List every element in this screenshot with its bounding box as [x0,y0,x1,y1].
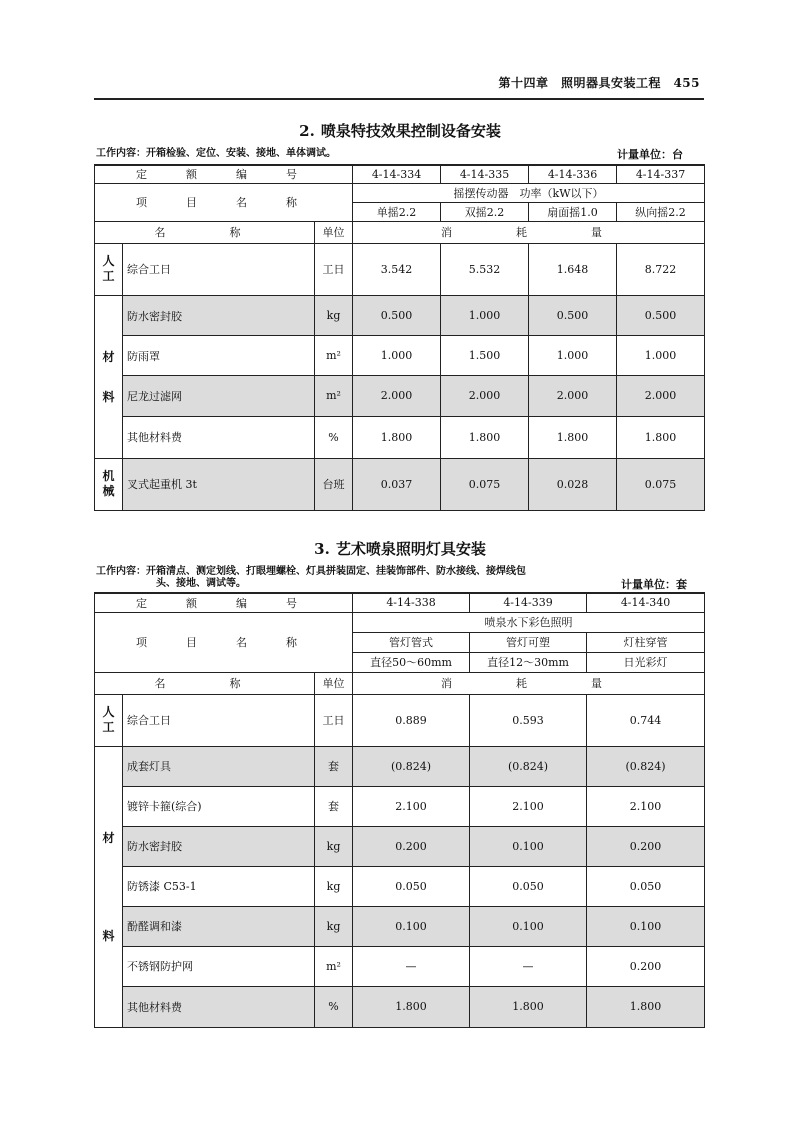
sub-item: 管灯可塑 [470,632,587,652]
material-cat-bottom: 料 [102,928,115,943]
row-name: 叉式起重机 3t [123,458,315,510]
section2-title-text: 喷泉特技效果控制设备安装 [320,122,501,140]
quota-code: 4-14-337 [617,165,705,183]
section2-title-num: 2. [299,122,315,140]
row-value: 0.100 [353,906,470,946]
section3-title-text: 艺术喷泉照明灯具安装 [335,540,486,558]
row-unit: kg [315,906,353,946]
row-name: 成套灯具 [123,746,315,786]
item-name-label: 项 目 名 称 [95,183,353,221]
row-unit: 套 [315,786,353,826]
row-value: 1.000 [617,336,705,376]
row-value: 2.000 [353,376,441,416]
page-header [94,74,704,100]
quota-code: 4-14-334 [353,165,441,183]
material-category [95,746,123,1027]
row-unit: % [315,986,353,1027]
row-value: 1.800 [617,416,705,458]
row-unit: m² [315,946,353,986]
sub-item-spec: 日光彩灯 [587,652,705,672]
row-name: 镀锌卡箍(综合) [123,786,315,826]
section3-title-num: 3. [314,540,330,558]
name-column-header: 名 称 [95,221,315,243]
row-name: 尼龙过滤网 [123,376,315,416]
section3-unit: 计量单位：套 [621,578,687,591]
material-cat-top: 材 [102,830,115,845]
section3-work-content [96,566,526,590]
row-value: 0.200 [587,826,705,866]
row-value: 0.889 [353,694,470,746]
group-header: 喷泉水下彩色照明 [353,612,705,632]
row-name: 综合工日 [123,694,315,746]
row-value: 0.500 [617,296,705,336]
row-value: 0.200 [587,946,705,986]
row-unit: kg [315,826,353,866]
consumption-header: 消 耗 量 [353,221,705,243]
row-value: 0.100 [470,826,587,866]
sub-item: 灯柱穿管 [587,632,705,652]
sub-item: 单摇2.2 [353,202,441,221]
row-value: 0.200 [353,826,470,866]
row-name: 不锈钢防护网 [123,946,315,986]
row-unit: m² [315,376,353,416]
section3-work-line1: 工作内容：开箱清点、测定划线、打眼埋螺栓、灯具拼装固定、挂装饰部件、防水接线、接焊线包 [96,566,526,577]
row-value: 1.800 [353,986,470,1027]
row-value: 1.000 [353,336,441,376]
row-value: 0.100 [470,906,587,946]
row-value: 1.500 [441,336,529,376]
row-unit: 工日 [315,243,353,295]
material-cat-bottom: 料 [102,389,115,404]
row-name: 综合工日 [123,243,315,295]
sub-item: 双摇2.2 [441,202,529,221]
row-value: 0.100 [587,906,705,946]
row-value: 3.542 [353,243,441,295]
row-name: 其他材料费 [123,986,315,1027]
machine-category: 机械 [95,458,123,510]
row-value: 1.800 [470,986,587,1027]
section2-unit: 计量单位：台 [617,148,683,161]
name-column-header: 名 称 [95,672,315,694]
row-name: 其他材料费 [123,416,315,458]
section3-table [94,592,705,1028]
row-value: 1.800 [587,986,705,1027]
quota-code-label: 定 额 编 号 [95,165,353,183]
quota-code-label: 定 额 编 号 [95,593,353,612]
section2-work-content: 工作内容：开箱检验、定位、安装、接地、单体调试。 [96,148,336,159]
row-unit: 套 [315,746,353,786]
row-value: 1.800 [529,416,617,458]
section3-title [0,538,794,559]
row-value: 5.532 [441,243,529,295]
quota-code: 4-14-338 [353,593,470,612]
row-value: 0.075 [441,458,529,510]
row-value: 1.648 [529,243,617,295]
labor-category: 人工 [95,243,123,295]
row-value: 1.000 [529,336,617,376]
row-unit: % [315,416,353,458]
row-value: 0.050 [587,866,705,906]
quota-code: 4-14-339 [470,593,587,612]
row-value: 2.000 [441,376,529,416]
row-value: 2.000 [617,376,705,416]
row-value: 0.500 [353,296,441,336]
row-value: 0.500 [529,296,617,336]
row-value: 1.800 [441,416,529,458]
consumption-header: 消 耗 量 [353,672,705,694]
section2-table [94,164,705,511]
row-name: 防水密封胶 [123,296,315,336]
row-value: 8.722 [617,243,705,295]
row-unit: kg [315,866,353,906]
row-value: 0.050 [470,866,587,906]
sub-item-spec: 直径12～30mm [470,652,587,672]
item-name-label: 项 目 名 称 [95,612,353,672]
row-value: 2.100 [353,786,470,826]
row-unit: 台班 [315,458,353,510]
row-value: — [470,946,587,986]
row-unit: 工日 [315,694,353,746]
quota-code: 4-14-340 [587,593,705,612]
row-value: 0.050 [353,866,470,906]
row-name: 防水密封胶 [123,826,315,866]
section2-title [0,120,794,141]
row-value: 1.000 [441,296,529,336]
row-value: 0.028 [529,458,617,510]
row-value: 2.100 [587,786,705,826]
row-value: (0.824) [353,746,470,786]
quota-code: 4-14-335 [441,165,529,183]
sub-item: 管灯管式 [353,632,470,652]
row-value: 2.100 [470,786,587,826]
row-value: 0.037 [353,458,441,510]
row-value: 0.075 [617,458,705,510]
sub-item-spec: 直径50～60mm [353,652,470,672]
row-name: 防雨罩 [123,336,315,376]
material-category [95,296,123,459]
row-value: 1.800 [353,416,441,458]
material-cat-top: 材 [102,349,115,364]
quota-code: 4-14-336 [529,165,617,183]
row-unit: kg [315,296,353,336]
row-value: — [353,946,470,986]
unit-column-header: 单位 [315,672,353,694]
row-name: 防锈漆 C53-1 [123,866,315,906]
sub-item: 纵向摇2.2 [617,202,705,221]
header-rule [94,98,704,100]
group-header: 摇摆传动器 功率（kW以下） [353,183,705,202]
row-value: (0.824) [470,746,587,786]
row-value: 0.744 [587,694,705,746]
row-value: 2.000 [529,376,617,416]
row-unit: m² [315,336,353,376]
unit-column-header: 单位 [315,221,353,243]
sub-item: 扇面摇1.0 [529,202,617,221]
section3-work-line2: 头、接地、调试等。 [156,578,246,589]
page-header-text: 第十四章 照明器具安装工程 455 [498,76,700,90]
row-value: 0.593 [470,694,587,746]
row-name: 酚醛调和漆 [123,906,315,946]
row-value: (0.824) [587,746,705,786]
labor-category: 人工 [95,694,123,746]
